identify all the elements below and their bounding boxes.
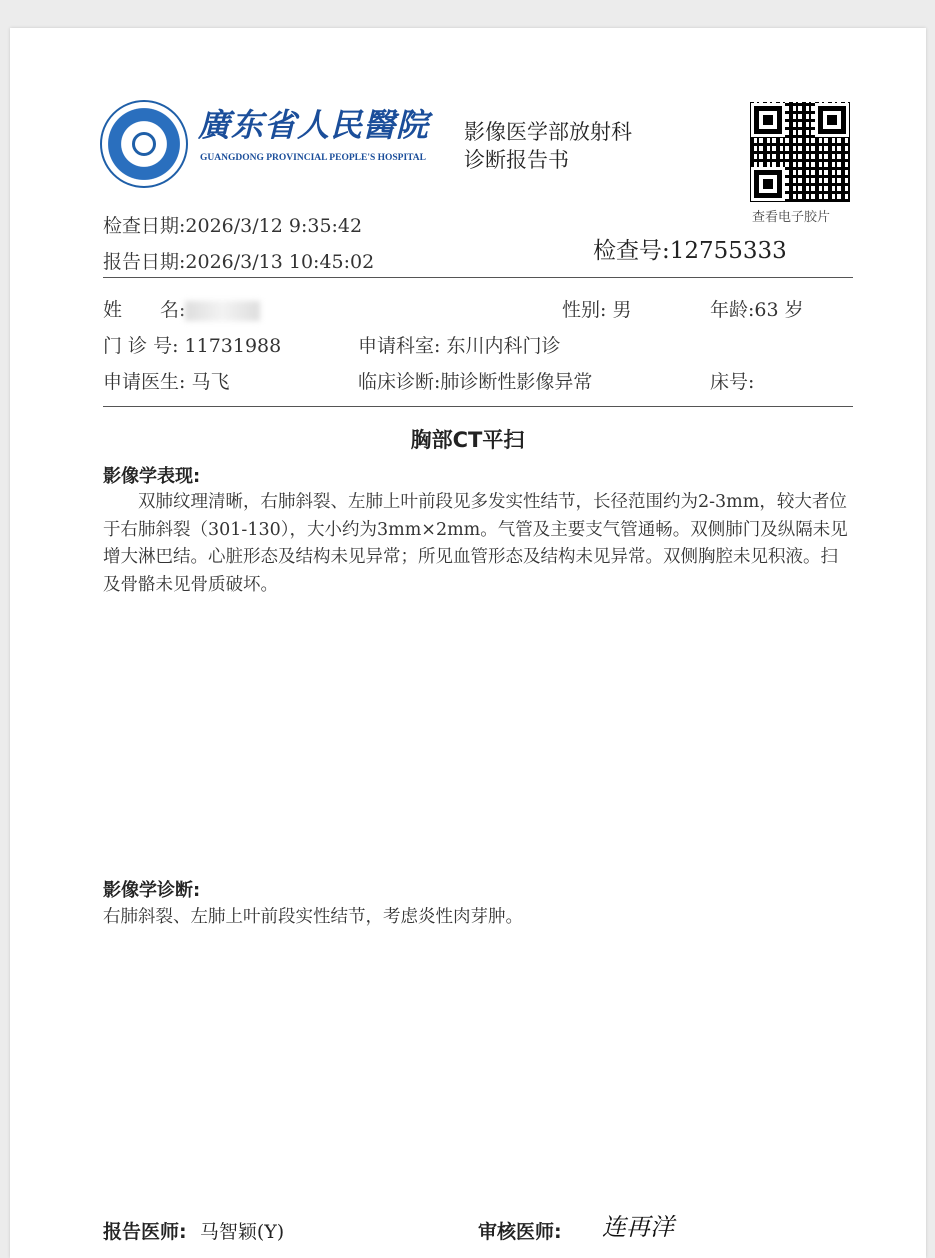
patient-name: [103, 298, 260, 322]
name-redacted: [185, 301, 260, 321]
department-line2: 诊断报告书: [464, 148, 569, 172]
dept-label: 申请科室:: [358, 335, 441, 357]
view-films-link[interactable]: 查看电子胶片: [752, 210, 831, 225]
reviewer-label: 审核医师:: [478, 1221, 562, 1243]
age-label: 年龄:: [710, 299, 755, 321]
findings-text: 双肺纹理清晰，右肺斜裂、左肺上叶前段见多发实性结节，长径范围约为2-3mm，较大者位于右肺斜裂（301-130），大小约为3mm×2mm。气管及主要支气管通畅。双侧肺门及纵隔未见增大淋巴结。心脏形态及结构未见异常；所见血管形态及结构未见异常。双侧胸腔未见积液。扫及骨骼未见骨质破坏。: [103, 492, 848, 595]
name-label: 姓 名:: [103, 299, 186, 321]
report-date-value: 2026/3/13 10:45:02: [185, 251, 375, 273]
exam-date-value: 2026/3/12 9:35:42: [185, 215, 363, 237]
requesting-doctor: [103, 370, 229, 394]
impression-heading: 影像学诊断:: [103, 880, 201, 901]
requesting-dept: [358, 334, 560, 358]
clinical-diagnosis: [358, 370, 592, 394]
exam-number-value: 12755333: [669, 238, 787, 264]
reporter-label: 报告医师:: [103, 1221, 187, 1243]
hospital-name-en: GUANGDONG PROVINCIAL PEOPLE'S HOSPITAL: [200, 153, 427, 163]
report-date-label: 报告日期:: [103, 251, 186, 273]
exam-number: [593, 237, 787, 265]
department-title: [464, 118, 632, 174]
clinic-number: [103, 334, 281, 358]
department-line1: 影像医学部放射科: [464, 120, 632, 144]
age-value: 63 岁: [754, 299, 804, 321]
divider: [103, 406, 853, 407]
clinic-no-label: 门 诊 号:: [103, 335, 179, 357]
reporter-value: 马智颖(Y): [199, 1221, 285, 1243]
clinic-no-value: 11731988: [184, 335, 282, 357]
findings-heading: 影像学表现:: [103, 466, 201, 487]
diagnosis-label: 临床诊断:: [358, 371, 441, 393]
impression-text: 右肺斜裂、左肺上叶前段实性结节，考虑炎性肉芽肿。: [103, 907, 523, 927]
hospital-name: 廣东省人民醫院: [198, 106, 430, 144]
reporter: [103, 1217, 284, 1244]
report-date: [103, 250, 374, 274]
doctor-value: 马飞: [191, 371, 230, 393]
exam-date: [103, 214, 362, 238]
diagnosis-value: 肺诊断性影像异常: [440, 371, 593, 393]
exam-date-label: 检查日期:: [103, 215, 186, 237]
patient-sex: [562, 298, 631, 322]
hospital-logo: [100, 100, 188, 188]
dept-value: 东川内科门诊: [446, 335, 561, 357]
sex-value: 男: [612, 299, 632, 321]
exam-title: 胸部CT平扫: [410, 428, 525, 452]
qr-code[interactable]: [750, 102, 850, 202]
patient-age: [710, 298, 804, 322]
divider: [103, 277, 853, 278]
bed-number: 床号:: [710, 371, 755, 393]
sex-label: 性别:: [562, 299, 607, 321]
doctor-label: 申请医生:: [103, 371, 186, 393]
exam-number-label: 检查号:: [593, 238, 670, 264]
reviewer-signature: 连再洋: [602, 1213, 674, 1241]
